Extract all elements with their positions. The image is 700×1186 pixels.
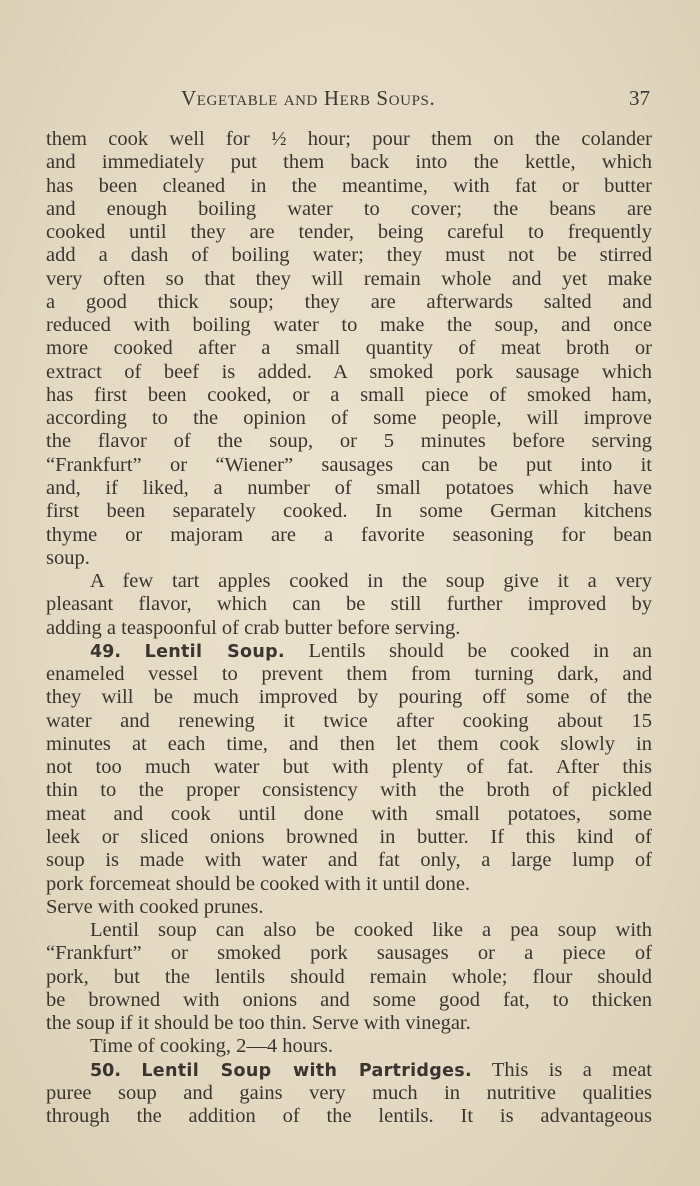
text-line: they will be much improved by pouring off some of the — [46, 686, 652, 709]
text-line: puree soup and gains very much in nutritive qualities — [46, 1081, 652, 1104]
text-line: pleasant flavor, which can be still further improved by — [46, 593, 652, 616]
page-number: 37 — [629, 86, 650, 110]
text-line: more cooked after a small quantity of meat broth or — [46, 337, 652, 360]
text-fragment: Lentils should be cooked in an — [308, 639, 653, 662]
text-line: enameled vessel to prevent them from turning dark, and — [46, 663, 652, 686]
text-line: water and renewing it twice after cooking about 15 — [46, 709, 652, 732]
recipe-title: Lentil Soup with Partridges. — [141, 1060, 472, 1081]
recipe-number: 50. — [90, 1060, 122, 1081]
page-header — [46, 86, 650, 112]
body-text — [46, 128, 652, 1128]
text-line: reduced with boiling water to make the soup, and once — [46, 314, 652, 337]
text-line: and, if liked, a number of small potatoes which have — [46, 476, 652, 499]
cooking-time: Time of cooking, 2—4 hours. — [90, 1035, 333, 1058]
text-line: very often so that they will remain whole and yet make — [46, 267, 652, 290]
text-line: and enough boiling water to cover; the beans are — [46, 197, 652, 220]
recipe-number: 49. — [90, 641, 122, 662]
text-line: them cook well for ½ hour; pour them on the colander — [46, 128, 652, 150]
text-line: a good thick soup; they are afterwards salted and — [46, 290, 652, 313]
text-line: pork, but the lentils should remain whole; flour should — [46, 965, 652, 988]
text-line: extract of beef is added. A smoked pork sausage which — [46, 360, 652, 383]
text-line: A few tart apples cooked in the soup give it a very — [90, 570, 652, 593]
recipe-title: Lentil Soup. — [144, 641, 285, 662]
text-line: through the addition of the lentils. It is advantageous — [46, 1105, 652, 1128]
recipe-heading-line — [46, 1059, 652, 1082]
text-line: leek or sliced onions browned in butter. If this kind of — [46, 825, 652, 848]
text-line: and immediately put them back into the kettle, which — [46, 151, 652, 174]
text-line: minutes at each time, and then let them cook slowly in — [46, 732, 652, 755]
recipe-heading-line — [46, 640, 652, 663]
text-line: “Frankfurt” or “Wiener” sausages can be put into it — [46, 453, 652, 476]
text-line: Serve with cooked prunes. — [46, 895, 264, 918]
text-line: pork forcemeat should be cooked with it until done. — [46, 872, 471, 895]
text-line: Lentil soup can also be cooked like a pea soup with — [90, 919, 652, 942]
text-line: adding a teaspoonful of crab butter before serving. — [46, 616, 461, 639]
text-line: not too much water but with plenty of fat. After this — [46, 756, 652, 779]
text-line: has been cleaned in the meantime, with fat or butter — [46, 174, 652, 197]
text-line: according to the opinion of some people, will improve — [46, 407, 652, 430]
text-line: be browned with onions and some good fat, to thicken — [46, 988, 652, 1011]
text-fragment: This is a meat — [491, 1058, 652, 1081]
text-line: cooked until they are tender, being careful to frequently — [46, 221, 652, 244]
text-line: has first been cooked, or a small piece of smoked ham, — [46, 383, 652, 406]
text-line: meat and cook until done with small potatoes, some — [46, 802, 652, 825]
text-line: first been separately cooked. In some German kitchens — [46, 500, 652, 523]
text-line: add a dash of boiling water; they must not be stirred — [46, 244, 652, 267]
text-line: thyme or majoram are a favorite seasoning for bean — [46, 523, 652, 546]
text-line: the flavor of the soup, or 5 minutes before serving — [46, 430, 652, 453]
text-line: the soup if it should be too thin. Serve with vinegar. — [46, 1012, 471, 1035]
text-line: thin to the proper consistency with the broth of pickled — [46, 779, 652, 802]
text-line: soup. — [46, 546, 90, 569]
text-line: “Frankfurt” or smoked pork sausages or a piece of — [46, 942, 652, 965]
running-head: Vegetable and Herb Soups. — [181, 86, 436, 110]
text-line: soup is made with water and fat only, a large lump of — [46, 849, 652, 872]
